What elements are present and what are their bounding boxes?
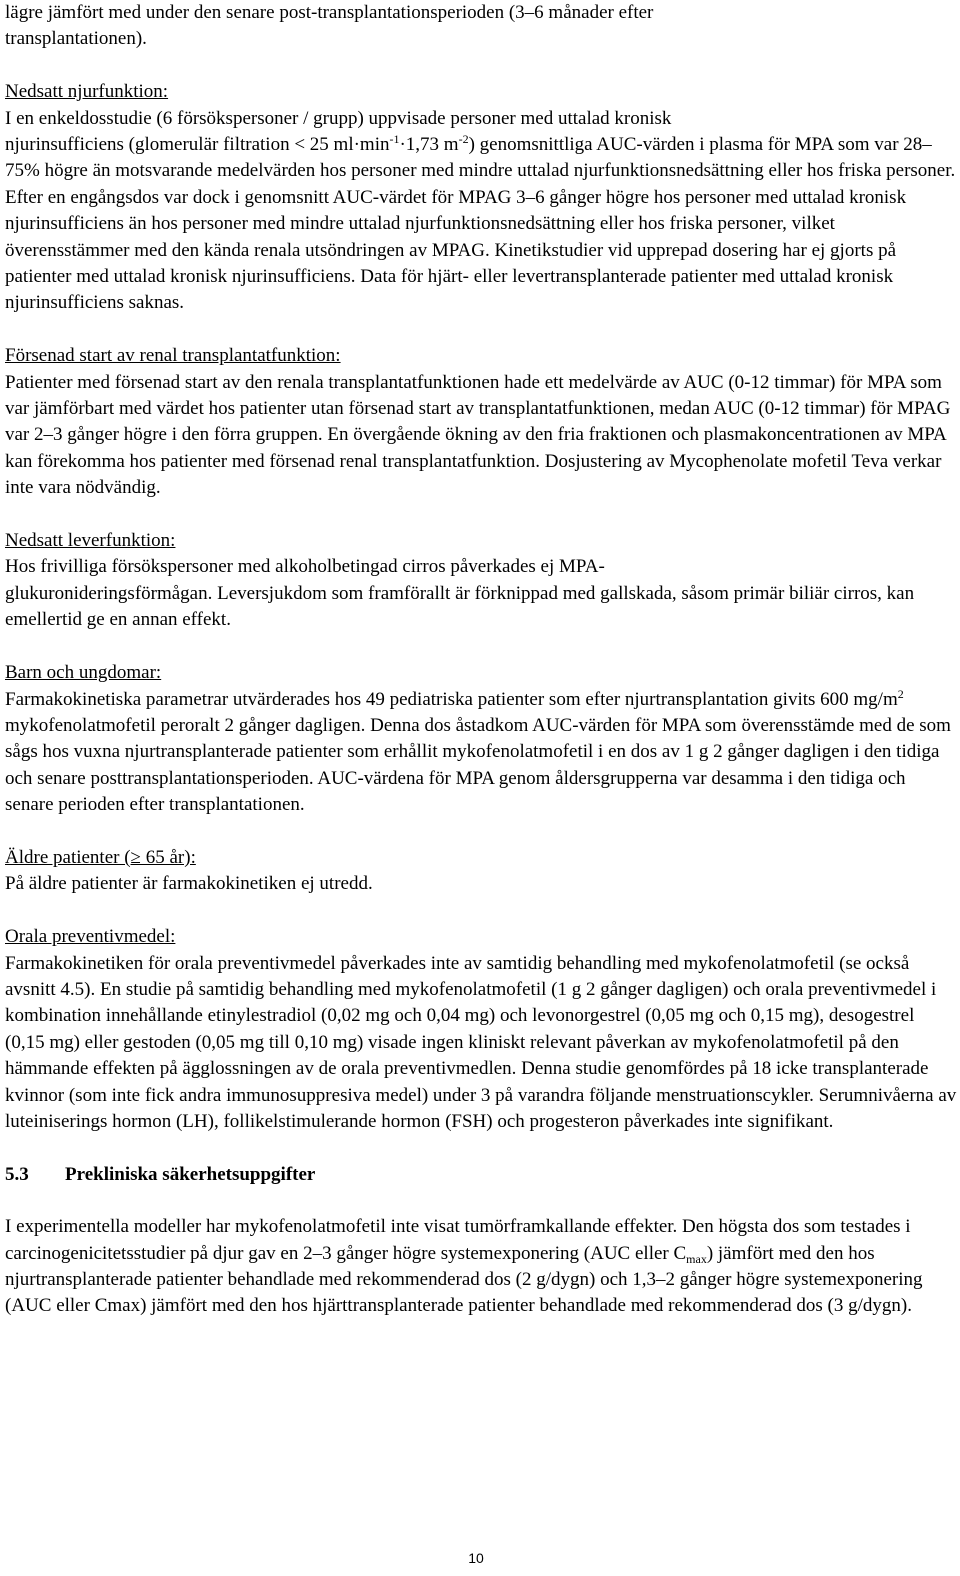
renal-superscript-1: -1 <box>389 132 400 147</box>
intro-line-2: transplantationen). <box>5 28 147 50</box>
hepatic-impairment-section <box>5 528 957 634</box>
hepatic-impairment-body: Hos frivilliga försökspersoner med alkoholbetingad cirros påverkades ej MPA- glukuronideringsförmågan. Leversjukdom som framförallt är förknippad med gallskada, såsom primär biliär cirros, kan emellertid ge en annan effekt. <box>5 556 915 631</box>
cmax-subscript: max <box>686 1251 707 1266</box>
renal-impairment-body: I en enkeldosstudie (6 försökspersoner / grupp) uppvisade personer med uttalad kronisk njurinsufficiens (glomerulär filtration < 25 $ml\cdot\min^{-1}\cdot 1,73$ $m^{-2}$) genomsnittliga AUC-värden i plasma för MPA som var 28–75% högre än motsvarande medelvärden hos personer med mindre uttalad njurfunktionsnedsättning eller hos friska personer. Efter en engångsdos var dock i genomsnitt AUC-värdet för MPAG 3–6 gånger högre hos personer med uttalad kronisk njurinsufficiens än hos personer med mindre uttalad njurfunktionsnedsättning eller hos friska personer, vilket överensstämmer med den kända renala utsöndringen av MPAG. Kinetikstudier vid upprepad dosering har ej gjorts på patienter med uttalad kronisk njurinsufficiens. Data för hjärt- eller levertransplanterade patienter med uttalad kronisk njurinsufficiens saknas. <box>5 107 956 314</box>
section-number: 5.3 <box>5 1163 29 1185</box>
renal-impairment-section <box>5 79 957 317</box>
section-title: Prekliniska säkerhetsuppgifter <box>65 1163 316 1185</box>
pediatric-superscript: 2 <box>897 686 904 701</box>
renal-impairment-heading: Nedsatt njurfunktion: <box>5 81 169 103</box>
pediatric-section <box>5 660 957 818</box>
document-page <box>5 0 957 1320</box>
intro-line-1: lägre jämfört med under den senare post-transplantationsperioden (3–6 månader efter <box>5 2 654 23</box>
oral-contraceptives-section <box>5 924 957 1135</box>
delayed-graft-function-section <box>5 343 957 501</box>
hepatic-impairment-heading: Nedsatt leverfunktion: <box>5 530 176 552</box>
pediatric-body: Farmakokinetiska parametrar utvärderades hos 49 pediatriska patienter som efter njurtransplantation givits 600 $mg/m^2$ mykofenolatmofetil peroralt 2 gånger dagligen. Denna dos åstadkom AUC-värden för MPA som överensstämde med de som sågs hos vuxna njurtransplanterade patienter som erhållit mykofenolatmofetil i en dos av 1 g 2 gånger dagligen i den tidiga och senare posttransplantationsperioden. AUC-värdena för MPA genom åldersgrupperna var desamma i den tidiga och senare perioden efter transplantationen. <box>5 686 951 816</box>
preclinical-body: I experimentella modeller har mykofenolatmofetil inte visat tumörframkallande effekter. Den högsta dos som testades i carcinogenicitetsstudier på djur gav en 2–3 gånger högre systemexponering (AUC eller $C_{max}$) jämfört med den hos njurtransplanterade patienter behandlade med rekommenderad dos (2 g/dygn) och 1,3–2 gånger högre systemexponering (AUC eller Cmax) jämfört med den hos hjärttransplanterade patienter behandlade med rekommenderad dos (3 g/dygn). <box>5 1216 923 1317</box>
oral-contraceptives-body: Farmakokinetiken för orala preventivmedel påverkades inte av samtidig behandling med mykofenolatmofetil (se också avsnitt 4.5). En studie på samtidig behandling med mykofenolatmofetil (1 g 2 gånger dagligen) och orala preventivmedel i kombination innehållande etinylestradiol (0,02 mg och 0,04 mg) och levonorgestrel (0,05 mg och 0,15 mg), desogestrel (0,15 mg) eller gestoden (0,05 mg till 0,10 mg) visade ingen kliniskt relevant påverkan av mykofenolatmofetil på den hämmande effekten på ägglossningen av de orala preventivmedlen. Denna studie genomfördes på 18 icke transplanterade kvinnor (som inte fick andra immunosuppresiva medel) under 3 på varandra följande menstruationscykler. Serumnivåerna av luteiniserings hormon (LH), follikelstimulerande hormon (FSH) och progesteron påverkades inte signifikant. <box>5 952 957 1132</box>
renal-superscript-2: -2 <box>458 132 469 147</box>
oral-contraceptives-heading: Orala preventivmedel: <box>5 926 176 948</box>
elderly-section <box>5 845 957 898</box>
elderly-heading: Äldre patienter (≥ 65 år): <box>5 846 196 868</box>
delayed-graft-function-body: Patienter med försenad start av den renala transplantatfunktionen hade ett medelvärde av AUC (0-12 timmar) för MPA som var jämförbart med värdet hos patienter utan försenad start av transplantatfunktionen, medan AUC (0-12 timmar) för MPAG var 2–3 gånger högre i den förra gruppen. En övergående ökning av den fria fraktionen och plasmakoncentrationen av MPA kan förekomma hos patienter med försenad renal transplantatfunktion. Dosjustering av Mycophenolate mofetil Teva verkar inte vara nödvändig. <box>5 371 951 499</box>
page-number: 10 <box>468 1550 484 1566</box>
section-5-3-heading <box>5 1162 957 1188</box>
intro-paragraph <box>5 0 957 53</box>
elderly-body: På äldre patienter är farmakokinetiken ej utredd. <box>5 873 373 895</box>
pediatric-heading: Barn och ungdomar: <box>5 662 162 684</box>
delayed-graft-function-heading: Försenad start av renal transplantatfunktion: <box>5 345 341 367</box>
